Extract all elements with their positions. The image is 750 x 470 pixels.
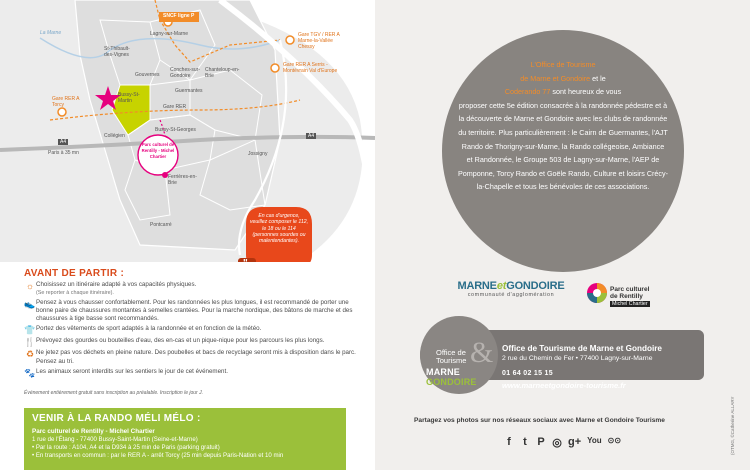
tip-icon: 🍴: [24, 337, 36, 348]
photo-credit: (OTMG, ©Catherine ALLARY: [730, 396, 735, 455]
tip-main: Pensez à vous chausser confortablement. Pour les randonnées les plus longues, il est recommandé de porter une bonne paire de chaussures montantes à semelles crantées. Pour la marche nordique, des bâtons de marche et des chaussures à tige basse sont recommandés.: [36, 299, 353, 323]
label-bussy-st-georges: Bussy-St-Georges: [155, 127, 196, 133]
instagram-icon[interactable]: ◎: [552, 437, 562, 449]
venir-box: [24, 408, 346, 470]
avant-de-partir-section: [24, 268, 364, 378]
youtube-icon[interactable]: You: [587, 436, 602, 445]
parc-logo-l2: de Rentilly: [610, 293, 643, 300]
pinterest-icon[interactable]: P: [537, 436, 545, 448]
tip-text: [36, 299, 364, 323]
intro-l2: de Marne et Gondoire: [520, 73, 591, 83]
label-gare-tgv: Gare TGV / RER A Marne-la-Vallée Chessy: [298, 32, 340, 50]
tip-icon: ☼: [25, 281, 35, 291]
tip-item: [24, 325, 364, 335]
label-parc-pin: Parc culturel de Rentilly - Michel Chartier: [141, 142, 175, 159]
tip-item: [24, 299, 364, 323]
label-la-marne: La Marne: [40, 30, 62, 36]
venir-address: 1 rue de l'Étang - 77400 Bussy-Saint-Martin (Seine-et-Marne): [32, 436, 198, 443]
office-address: 2 rue du Chemin de Fer • 77400 Lagny-sur-Marne: [502, 355, 653, 362]
office-title: Office de Tourisme de Marne et Gondoire: [502, 344, 662, 353]
label-collegien: Collégien: [104, 133, 125, 139]
label-sncf: SNCF ligne P: [163, 13, 195, 19]
label-gare-torcy: Gare RER A Torcy: [52, 96, 80, 108]
intro-l2b: et le: [590, 73, 606, 83]
tip-sub: (Se reporter à chaque itinéraire).: [36, 290, 114, 297]
label-gare-serris: Gare RER A Serris - Montévrain Val d'Europe: [283, 62, 338, 74]
tip-item: [24, 281, 364, 297]
tip-icon: 👟: [24, 299, 36, 310]
badge-ampersand: &: [470, 336, 494, 369]
tip-item: [24, 349, 364, 365]
tip-item: [24, 337, 364, 347]
label-ferrieres: Ferrières-en-Brie: [168, 174, 197, 186]
label-gare-rer: Gare RER: [163, 104, 187, 110]
label-jossigny: Jossigny: [248, 151, 268, 157]
logo-et: et: [496, 280, 507, 292]
label-gouvernes: Gouvernes: [135, 72, 160, 78]
social-icons: [504, 436, 621, 449]
share-text: Partagez vos photos sur nos réseaux sociaux avec Marne et Gondoire Tourisme: [414, 417, 665, 424]
label-guermantes: Guermantes: [175, 88, 203, 94]
intro-l1: L'Office de Tourisme: [530, 60, 596, 69]
badge-office-de-tourisme: [436, 349, 466, 365]
label-bussy-st-martin: Bussy-St-Martin: [118, 92, 140, 104]
tip-text: [36, 325, 364, 333]
badge-marne: MARNE: [426, 367, 460, 377]
parc-logo-l1: Parc culturel: [610, 286, 650, 293]
tip-main: Prévoyez des gourdes ou bouteilles d'eau, des en-cas et un pique-nique pour les parcours les plus longs.: [36, 337, 325, 345]
tips-list: [24, 281, 364, 378]
venir-title: VENIR À LA RANDO MÉLI MÉLO :: [32, 413, 201, 424]
label-a4-left: A4: [60, 139, 67, 145]
label-lagny: Lagny-sur-Marne: [150, 31, 189, 37]
intro-rest: proposer cette 5e édition consacrée à la randonnée pédestre et à la découverte de Marne et Gondoire avec les clubs de randonnée du territoire. Plus particulièrement : le Cairn de Guermantes, l'AJT Rando de Thorigny-sur-Marne, la Rando collégeoise, Ambiance et Randonnée, le Groupe 503 de Lagny-sur-Marne, l'AEP de Pomponne, Torcy Rando et Goële Rando, Culture et loisirs Crécy-la-Chapelle et tous les bénévoles de ces associations.: [458, 100, 669, 192]
tip-icon: 👕: [24, 325, 36, 336]
intro-l3: Coderando 77: [504, 87, 551, 97]
intro-l3b: sont heureux de vous: [550, 87, 622, 97]
venir-transport: • En transports en commun : par le RER A - arrêt Torcy (25 min depuis Paris-Nation et 10 min: [32, 452, 284, 459]
label-chanteloup: Chanteloup-en-Brie: [205, 67, 240, 79]
label-saint-thibault: St-Thibault-des-Vignes: [104, 46, 130, 58]
tripadvisor-icon[interactable]: ⊙⊙: [607, 436, 622, 445]
label-pontcarre: Pontcarré: [150, 222, 172, 228]
urgence-text: En cas d'urgence, veuillez composer le 112, le 18 ou le 114 (personnes sourdes ou malentendantes).: [249, 213, 309, 245]
label-paris: Paris à 35 mn: [48, 150, 79, 156]
tip-text: [36, 368, 364, 376]
facebook-icon[interactable]: f: [507, 436, 511, 448]
avant-title: AVANT DE PARTIR :: [24, 268, 125, 279]
tip-icon: ♻: [25, 349, 35, 360]
tip-item: [24, 368, 364, 378]
badge-l1: Office de: [436, 348, 466, 357]
badge-l2: Tourisme: [436, 356, 467, 365]
logo-subtitle: communauté d'agglomération: [467, 292, 555, 298]
parc-logo-tag: Michel Chartier: [612, 301, 648, 307]
tip-main: Portez des vêtements de sport adaptés à la randonnée et en fonction de la météo.: [36, 325, 262, 333]
tip-text: [36, 349, 364, 365]
google-plus-icon[interactable]: g+: [568, 436, 582, 448]
parc-culturel-logo: [586, 282, 666, 308]
parc-logo-icon: [586, 282, 608, 304]
tip-main: Les animaux seront interdits sur les sentiers le jour de cet événement.: [36, 367, 228, 375]
office-phone[interactable]: 01 64 02 15 15: [502, 370, 553, 377]
tip-main: Ne jetez pas vos déchets en pleine nature. Des poubelles et bacs de recyclage seront mis à disposition dans le parc. Pensez au tri.: [36, 349, 356, 365]
venir-place: Parc culturel de Rentilly - Michel Chartier: [32, 428, 155, 435]
badge-marne-gondoire: [426, 367, 477, 387]
badge-gondoire: GONDOIRE: [426, 377, 477, 387]
intro-text: [458, 58, 668, 194]
tip-text: [36, 281, 364, 297]
logo-gondoire: GONDOIRE: [506, 280, 565, 292]
marne-gondoire-logo: [452, 280, 570, 298]
tip-icon: 🐾: [24, 367, 36, 378]
area-map: [0, 0, 375, 269]
venir-route: • Par la route : A104, A4 et la D934 à 25 min de Paris (parking gratuit): [32, 444, 220, 451]
office-website-link[interactable]: www.marneetgondoire-tourisme.fr: [502, 381, 626, 390]
tip-text: [36, 337, 364, 345]
disclaimer: Événement entièrement gratuit sans inscription au préalable. Inscription le jour J.: [24, 390, 203, 396]
logo-marne: MARNE: [457, 280, 497, 292]
label-a4-right: A4: [308, 133, 315, 139]
quote-mark: ": [243, 258, 248, 269]
twitter-icon[interactable]: t: [523, 436, 527, 448]
label-conches: Conches-sur-Gondoire: [170, 67, 201, 79]
tip-main: Choisissez un itinéraire adapté à vos capacités physiques.: [36, 281, 197, 288]
